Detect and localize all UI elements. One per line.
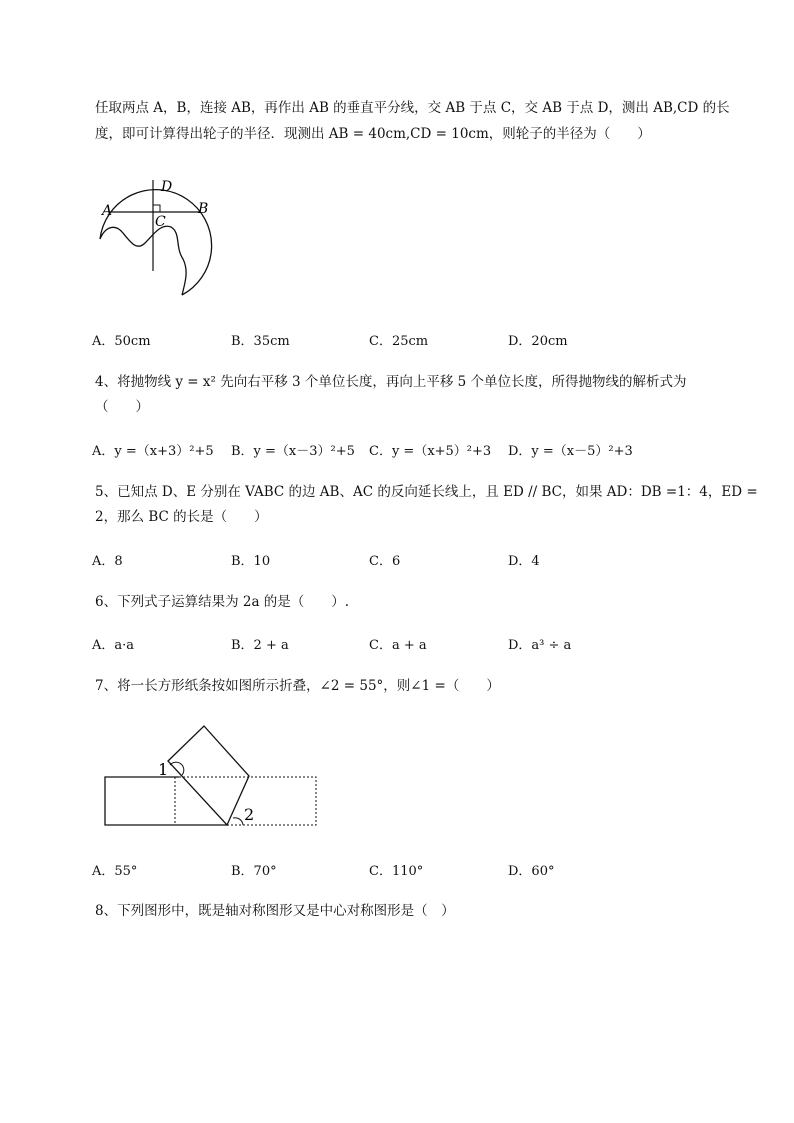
q3-option-d[interactable]: D．20cm	[508, 334, 568, 349]
angle-1-label: 1	[158, 760, 169, 779]
q4-option-a[interactable]: A．y =（x+3）²+5	[92, 444, 214, 459]
q4-option-b[interactable]: B．y =（x－3）²+5	[231, 444, 355, 459]
q8-text-line1: 8、下列图形中，既是轴对称图形又是中心对称图形是（ ）	[95, 903, 455, 919]
q4-options	[92, 440, 732, 460]
q7-option-a[interactable]: A．55°	[92, 864, 138, 879]
q6-option-a[interactable]: A．a·a	[92, 638, 135, 653]
q5-options	[92, 550, 732, 570]
angle-1-arc	[170, 762, 184, 775]
q5-text-line2: 2，那么 BC 的长是（ ）	[95, 509, 268, 525]
q5-option-d[interactable]: D．4	[508, 554, 540, 569]
q3-option-a[interactable]: A．50cm	[92, 334, 151, 349]
q5-option-c[interactable]: C．6	[369, 554, 401, 569]
q4-text-line1: 4、将抛物线 y = x² 先向右平移 3 个单位长度，再向上平移 5 个单位长度，所得抛物线的解析式为	[95, 374, 687, 390]
right-angle-mark	[153, 205, 160, 212]
label-d: D	[161, 179, 173, 195]
q6-option-d[interactable]: D．a³ ÷ a	[508, 638, 572, 653]
q7-option-b[interactable]: B．70°	[231, 864, 277, 879]
angle-2-arc	[233, 818, 243, 825]
label-a: A	[102, 203, 113, 219]
folded-flap	[168, 726, 249, 825]
q5-option-a[interactable]: A．8	[92, 554, 123, 569]
q7-options	[92, 860, 732, 880]
strip-solid-part	[105, 777, 227, 825]
wheel-figure	[95, 175, 220, 300]
q6-option-c[interactable]: C．a + a	[369, 638, 427, 653]
q3-text-line2: 度，即可计算得出轮子的半径．现测出 AB = 40cm,CD = 10cm，则轮子的半径为（ ）	[95, 126, 651, 142]
q6-text-line1: 6、下列式子运算结果为 2a 的是（ ）.	[95, 594, 350, 610]
q6-option-b[interactable]: B．2 + a	[231, 638, 289, 653]
q3-text-line1: 任取两点 A，B，连接 AB，再作出 AB 的垂直平分线，交 AB 于点 C，交 AB 于点 D，测出 AB,CD 的长	[95, 100, 730, 116]
q7-option-c[interactable]: C．110°	[369, 864, 424, 879]
angle-2-label: 2	[244, 805, 255, 824]
q5-text-line1: 5、已知点 D、E 分别在 VABC 的边 AB、AC 的反向延长线上，且 ED // BC，如果 AD：DB =1：4，ED =	[95, 484, 758, 500]
q7-text-line1: 7、将一长方形纸条按如图所示折叠，∠2 = 55°，则∠1 =（ ）	[95, 678, 500, 694]
label-b: B	[198, 201, 209, 217]
q5-option-b[interactable]: B．10	[231, 554, 271, 569]
q3-option-c[interactable]: C．25cm	[369, 334, 429, 349]
folded-strip-figure	[100, 720, 325, 835]
q3-option-b[interactable]: B．35cm	[231, 334, 290, 349]
q4-option-c[interactable]: C．y =（x+5）²+3	[369, 444, 492, 459]
q4-option-d[interactable]: D．y =（x－5）²+3	[508, 444, 633, 459]
q7-option-d[interactable]: D．60°	[508, 864, 555, 879]
wheel-broken-edge	[100, 226, 186, 295]
q4-text-line2: （ ）	[95, 399, 149, 415]
q3-options	[92, 330, 732, 350]
label-c: C	[155, 214, 166, 230]
q6-options	[92, 634, 732, 654]
